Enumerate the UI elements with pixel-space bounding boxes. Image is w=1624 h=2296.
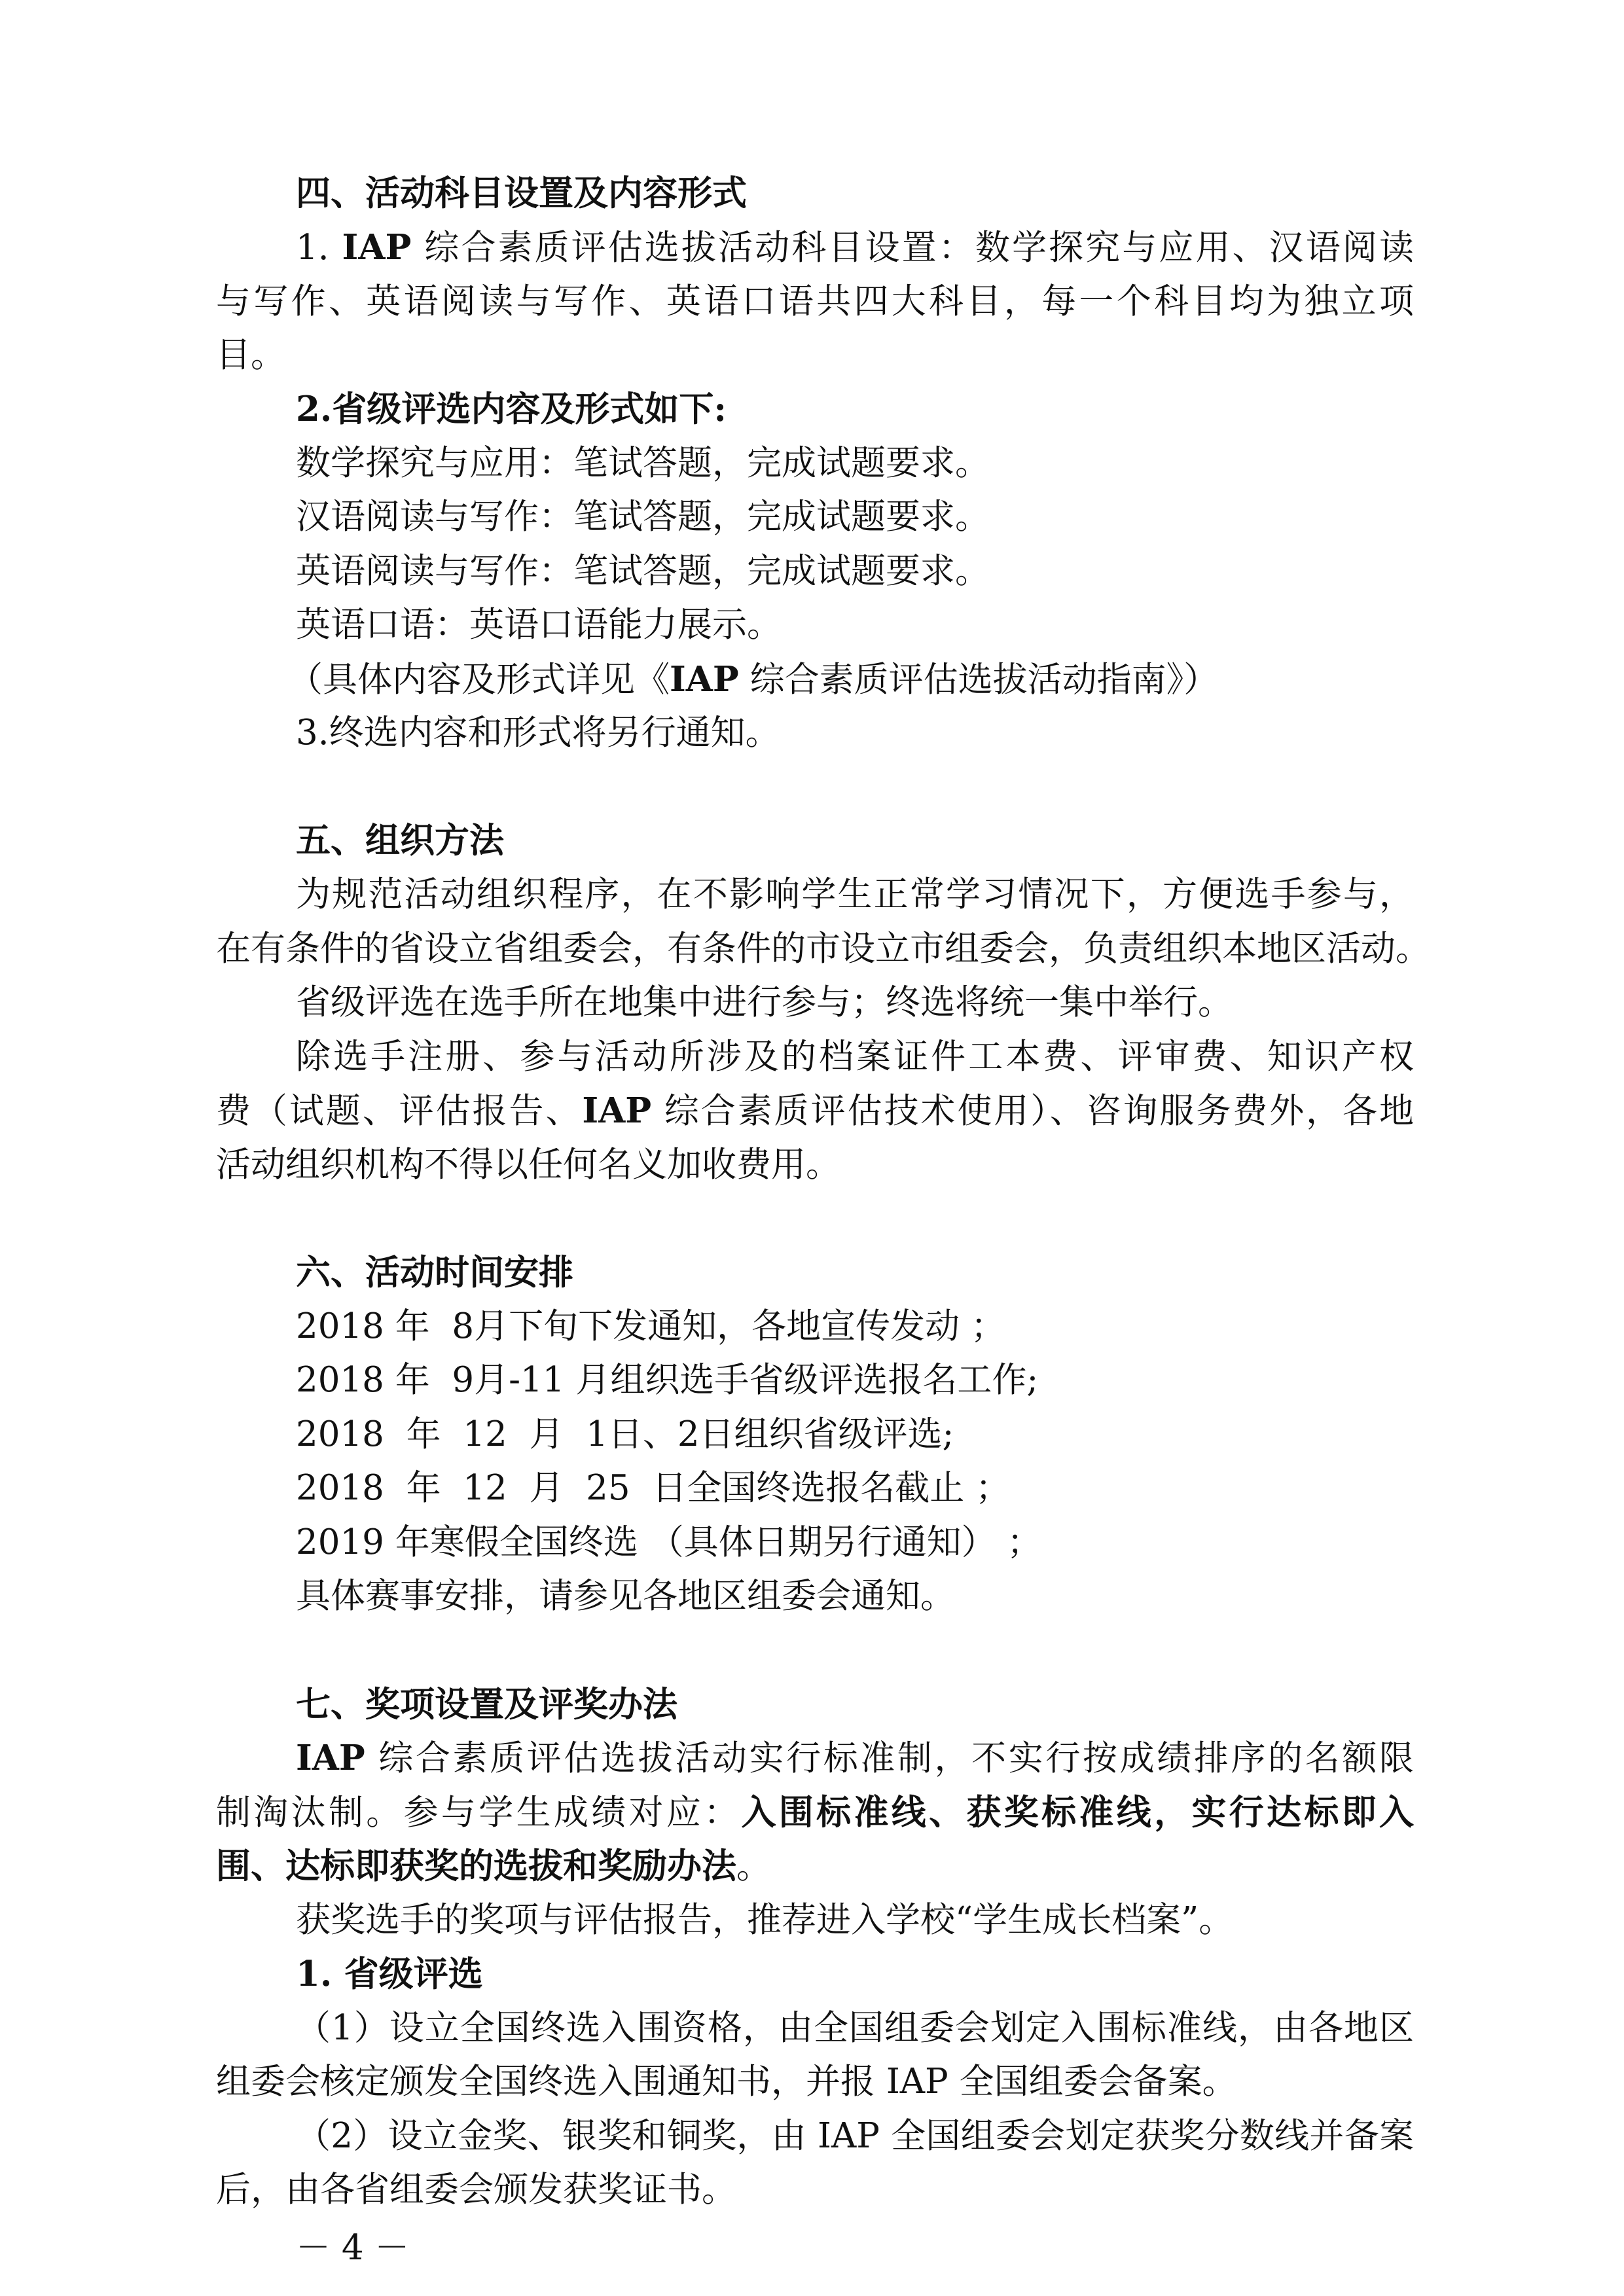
p1-line1-iap: IAP bbox=[296, 1738, 365, 1778]
subject-chinese: 汉语阅读与写作：笔试答题，完成试题要求。 bbox=[296, 497, 990, 537]
schedule-item: 2018 年 8月下旬下发通知，各地宣传发动 ； bbox=[296, 1306, 1005, 1346]
item1-iap: IAP bbox=[342, 227, 412, 268]
page-number: － 4 － bbox=[296, 2228, 410, 2268]
section5-heading: 五、组织方法 bbox=[296, 820, 504, 861]
p3-line2-post: 综合素质评估技术使用）、咨询服务费外，各地 bbox=[651, 1091, 1414, 1131]
schedule-item: 2018 年 9月-11 月组织选手省级评选报名工作; bbox=[296, 1360, 1039, 1400]
p1-line1-post: 综合素质评估选拔活动实行标准制，不实行按成绩排序的名额限 bbox=[365, 1738, 1414, 1778]
schedule-item: 2019 年寒假全国终选 （具体日期另行通知） ； bbox=[296, 1522, 1042, 1562]
schedule-item: 具体赛事安排，请参见各地区组委会通知。 bbox=[296, 1576, 955, 1616]
guide-note-iap: IAP bbox=[670, 659, 739, 700]
section5-p2: 省级评选在选手所在地集中进行参与；终选将统一集中举行。 bbox=[296, 982, 1233, 1022]
schedule-item: 2018 年 12 月 25 日全国终选报名截止 ； bbox=[296, 1468, 1011, 1508]
guide-note bbox=[288, 653, 1406, 706]
section7-sub1-heading: 1. 省级评选 bbox=[296, 1954, 483, 1994]
section5-p1-line1: 为规范活动组织程序，在不影响学生正常学习情况下，方便选手参与， bbox=[296, 874, 1414, 914]
schedule-item: 2018 年 12 月 1日、2日组织省级评选; bbox=[296, 1414, 954, 1454]
subject-english: 英语阅读与写作：笔试答题，完成试题要求。 bbox=[296, 551, 990, 591]
section5-p3-line1: 除选手注册、参与活动所涉及的档案证件工本费、评审费、知识产权 bbox=[296, 1037, 1414, 1077]
section5-p1-line2: 在有条件的省设立省组委会，有条件的市设立市组委会，负责组织本地区活动。 bbox=[216, 929, 1430, 969]
p3-line2-pre: 费（试题、评估报告、 bbox=[216, 1091, 583, 1131]
section6-heading: 六、活动时间安排 bbox=[296, 1252, 573, 1293]
sub1-p2-line2: 后，由各省组委会颁发获奖证书。 bbox=[216, 2170, 736, 2210]
p1-line3-post: 。 bbox=[736, 1846, 771, 1886]
p1-line3-bold: 围、达标即获奖的选拔和奖励办法 bbox=[216, 1846, 736, 1886]
section7-p2: 获奖选手的奖项与评估报告，推荐进入学校“学生成长档案”。 bbox=[296, 1900, 1234, 1940]
p1-line2-pre: 制淘汰制。参与学生成绩对应： bbox=[216, 1793, 742, 1833]
section7-p1-line2 bbox=[216, 1786, 1414, 1839]
section4-item3: 3.终选内容和形式将另行通知。 bbox=[296, 713, 780, 753]
section7-p1-line3 bbox=[216, 1840, 1414, 1893]
sub1-p1-line2: 组委会核定颁发全国终选入围通知书，并报 IAP 全国组委会备案。 bbox=[216, 2062, 1237, 2102]
subject-math: 数学探究与应用：笔试答题，完成试题要求。 bbox=[296, 443, 990, 483]
p3-line2-iap: IAP bbox=[582, 1090, 652, 1131]
subject-oral: 英语口语：英语口语能力展示。 bbox=[296, 605, 782, 645]
section7-p1-line1 bbox=[296, 1732, 1414, 1785]
section7-heading: 七、奖项设置及评奖办法 bbox=[296, 1684, 677, 1725]
guide-note-pre: （具体内容及形式详见《 bbox=[288, 660, 670, 700]
sub1-p1-line1: （1）设立全国终选入围资格，由全国组委会划定入围标准线，由各地区 bbox=[296, 2008, 1414, 2048]
section4-heading: 四、活动科目设置及内容形式 bbox=[296, 173, 747, 213]
sub1-p2-line1: （2）设立金奖、银奖和铜奖，由 IAP 全国组委会划定获奖分数线并备案 bbox=[296, 2116, 1414, 2156]
section4-item1-line2: 与写作、英语阅读与写作、英语口语共四大科目，每一个科目均为独立项 bbox=[216, 281, 1414, 321]
section4-item2-heading: 2.省级评选内容及形式如下: bbox=[296, 389, 727, 429]
section5-p3-line3: 活动组织机构不得以任何名义加收费用。 bbox=[216, 1145, 840, 1185]
section4-item1-line3: 目。 bbox=[216, 335, 285, 375]
item1-number: 1. bbox=[296, 228, 342, 268]
section5-p3-line2 bbox=[216, 1085, 1414, 1138]
guide-note-post: 综合素质评估选拔活动指南》） bbox=[738, 660, 1219, 700]
p1-line2-bold: 入围标准线、获奖标准线，实行达标即入 bbox=[741, 1792, 1414, 1833]
section4-item1-line1 bbox=[296, 221, 1414, 274]
item1-text: 综合素质评估选拔活动科目设置：数学探究与应用、汉语阅读 bbox=[411, 228, 1414, 268]
